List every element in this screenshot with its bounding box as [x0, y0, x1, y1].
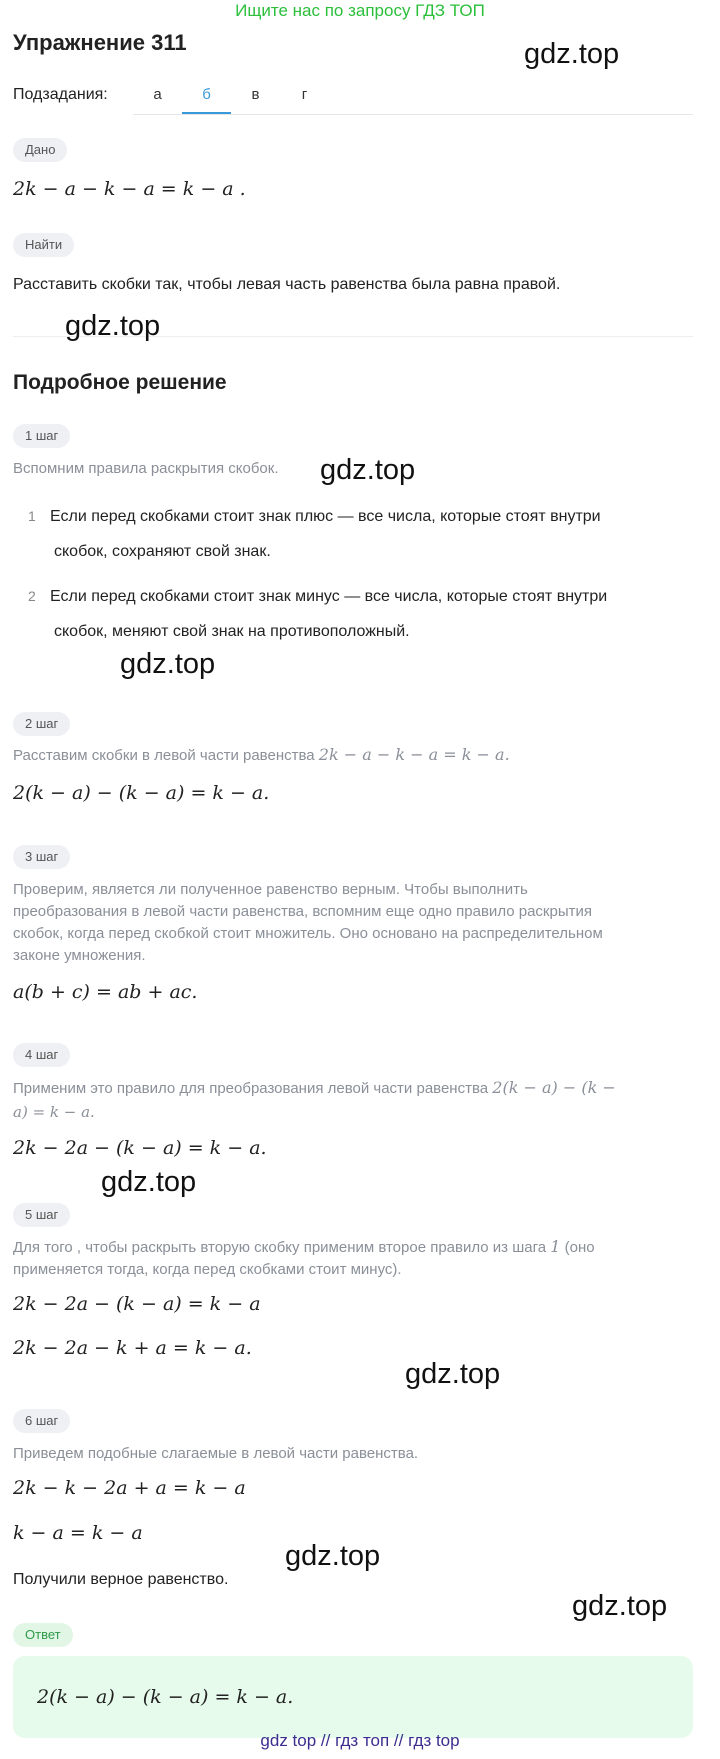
list-number: 2 [28, 588, 36, 604]
solution-title: Подробное решение [13, 371, 227, 394]
step-4-equation: 2k − 2a − (k − a) = k − a. [13, 1137, 267, 1159]
step-5-line [13, 1236, 595, 1259]
step-5-text: Для того , чтобы раскрыть вторую скобку применим второе правило из шага [13, 1239, 547, 1256]
watermark: gdz.top [572, 1590, 668, 1622]
step-6-equation-1: 2k − k − 2a + a = k − a [13, 1477, 246, 1499]
given-equation: 2k − a − k − a = k − a . [13, 178, 246, 200]
step-5-equation-1: 2k − 2a − (k − a) = k − a [13, 1293, 261, 1315]
watermark: gdz.top [101, 1166, 197, 1198]
step-5-num: 1 [550, 1237, 561, 1256]
list-item-line: скобок, сохраняют свой знак. [54, 543, 271, 560]
tab-g[interactable]: г [301, 86, 308, 103]
step-4-inline-math: 2(k − a) − (k − [492, 1078, 616, 1097]
top-banner: Ищите нас по запросу ГДЗ ТОП [235, 1, 485, 20]
step-3-equation: a(b + c) = ab + ac. [13, 981, 198, 1003]
step-3-badge: 3 шаг [13, 845, 70, 869]
step-2-equation: 2(k − a) − (k − a) = k − a. [13, 782, 270, 804]
tab-b[interactable]: б [182, 78, 231, 114]
watermark: gdz.top [524, 38, 620, 70]
watermark: gdz.top [120, 648, 216, 680]
step-3-line: законе умножения. [13, 947, 146, 964]
step-2-inline-math: 2k − a − k − a = k − a. [318, 745, 510, 764]
step-1-badge: 1 шаг [13, 424, 70, 448]
step-3-line: Проверим, является ли полученное равенство верным. Чтобы выполнить [13, 881, 528, 898]
step-6-equation-2: k − a = k − a [13, 1522, 143, 1544]
step-1-intro: Вспомним правила раскрытия скобок. [13, 460, 279, 477]
watermark: gdz.top [405, 1358, 501, 1390]
step-5-badge: 5 шаг [13, 1203, 70, 1227]
find-badge: Найти [13, 233, 74, 257]
list-item-line: Если перед скобками стоит знак минус — все числа, которые стоят внутри [50, 588, 608, 605]
subtasks-label: Подзадания: [13, 86, 108, 103]
step-5-equation-2: 2k − 2a − k + a = k − a. [13, 1337, 252, 1359]
watermark: gdz.top [285, 1540, 381, 1572]
watermark: gdz.top [320, 454, 416, 486]
step-4-description: Применим это правило для преобразования левой части равенства [13, 1080, 489, 1097]
watermark: gdz.top [65, 310, 161, 342]
step-4-badge: 4 шаг [13, 1043, 70, 1067]
footer-links[interactable]: gdz top // гдз топ // гдз top [260, 1731, 460, 1750]
step-4-inline-math-cont: a) = k − a. [13, 1103, 95, 1121]
list-item-line: Если перед скобками стоит знак плюс — все числа, которые стоят внутри [50, 508, 601, 525]
list-item-line: скобок, меняют свой знак на противоположный. [54, 623, 410, 640]
list-number: 1 [28, 508, 36, 524]
page-title: Упражнение 311 [13, 30, 187, 55]
given-badge: Дано [13, 138, 67, 162]
list-item [28, 498, 601, 535]
answer-equation: 2(k − a) − (k − a) = k − a. [37, 1686, 294, 1708]
tab-v[interactable]: в [251, 86, 260, 103]
step-2-text [13, 744, 510, 767]
step-2-badge: 2 шаг [13, 712, 70, 736]
answer-badge: Ответ [13, 1623, 73, 1647]
step-3-line: преобразования в левой части равенства, вспомним еще одно правило раскрытия [13, 903, 592, 920]
step-4-text [13, 1077, 616, 1100]
tab-a[interactable]: а [153, 86, 162, 103]
step-6-text: Приведем подобные слагаемые в левой части равенства. [13, 1445, 419, 1462]
step-2-description: Расставим скобки в левой части равенства [13, 747, 315, 764]
list-item [28, 578, 607, 615]
step-6-badge: 6 шаг [13, 1409, 70, 1433]
subtask-tabs [133, 78, 693, 115]
conclusion-text: Получили верное равенство. [13, 1571, 229, 1588]
step-5-line: применяется тогда, когда перед скобками стоит минус). [13, 1261, 402, 1278]
step-3-line: скобок, когда перед скобкой стоит множитель. Оно основано на распределительном [13, 925, 603, 942]
find-text: Расставить скобки так, чтобы левая часть равенства была равна правой. [13, 276, 561, 293]
step-5-text-end: (оно [564, 1239, 595, 1256]
